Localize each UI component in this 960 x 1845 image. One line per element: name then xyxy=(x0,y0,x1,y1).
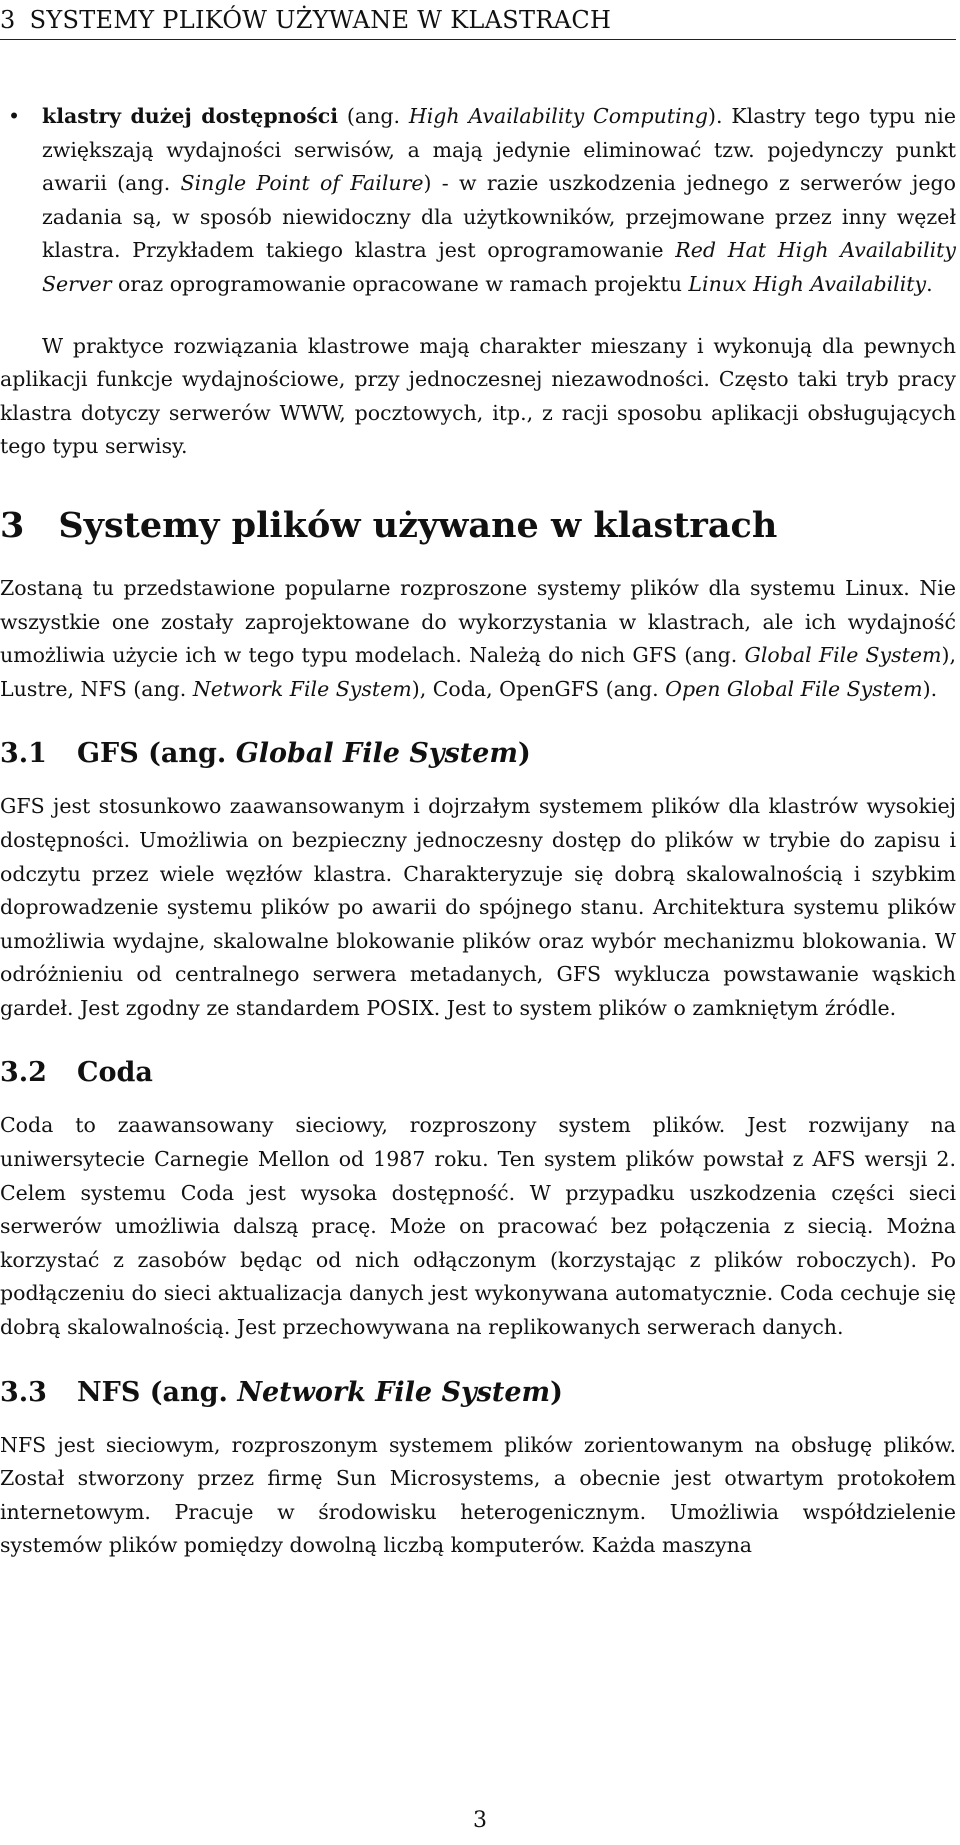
page-content xyxy=(0,100,956,1563)
section-title: Systemy plików używane w klastrach xyxy=(58,504,778,546)
paragraph-text: ), Lustre, NFS (ang. xyxy=(0,643,956,701)
section-heading xyxy=(0,504,956,548)
subsection-number: 3.2 xyxy=(0,1057,47,1089)
subsection-title: NFS (ang. xyxy=(76,1376,238,1408)
subsection-heading-nfs xyxy=(0,1375,956,1411)
section-intro-paragraph xyxy=(0,572,956,706)
page-number: 3 xyxy=(473,1808,487,1833)
bullet-text: . xyxy=(926,271,933,296)
paragraph-gfs: GFS jest stosunkowo zaawansowanym i dojrzałym systemem plików dla klastrów wysokiej dostępności. Umożliwia on bezpieczny jednoczesny dostęp do plików w trybie do zapisu i odczytu przez wiele węzłów klastra. Charakteryzuje się dobrą skalowalnością i szybkim doprowadzenie systemu plików po awarii do spójnego stanu. Architektura systemu plików umożliwia wydajne, skalowalne blokowanie plików oraz wybór mechanizmu blokowania. W odróżnieniu od centralnego serwera metadanych, GFS wyklucza powstawanie wąskich gardeł. Jest zgodny ze standardem POSIX. Jest to system plików o zamkniętym źródle. xyxy=(0,794,956,1020)
paragraph-emphasis: Open Global File System xyxy=(665,676,923,701)
paragraph-coda: Coda to zaawansowany sieciowy, rozproszony system plików. Jest rozwijany na uniwersytecie Carnegie Mellon od 1987 roku. Ten system plików powstał z AFS wersji 2. Celem systemu Coda jest wysoka dostępność. W przypadku uszkodzenia części sieci serwerów umożliwia dalszą pracę. Może on pracować bez połączenia z siecią. Można korzystać z zasobów będąc od nich odłączonym (korzystając z plików roboczych). Po podłączeniu do sieci aktualizacja danych jest wykonywana automatycznie. Coda cechuje się dobrą skalowalnością. Jest przechowywana na replikowanych serwerach danych. xyxy=(0,1113,956,1340)
subsection-title: Coda xyxy=(76,1057,153,1089)
bullet-emphasis: High Availability Computing xyxy=(408,104,708,128)
subsection-title-emphasis: Network File System xyxy=(237,1376,551,1408)
bullet-list xyxy=(0,100,956,302)
paragraph-nfs: NFS jest sieciowym, rozproszonym systemem plików zorientowanym na obsługę plików. Został stworzony przez firmę Sun Microsystems, a obecnie jest otwartym protokołem internetowym. Pracuje w środowisku heterogenicznym. Umożliwia współdzielenie systemów plików pomiędzy dowolną liczbą komputerów. Każda maszyna xyxy=(0,1432,956,1558)
paragraph-practice: W praktyce rozwiązania klastrowe mają charakter mieszany i wykonują dla pewnych aplikacji funkcje wydajnościowe, przy jednoczesnej niezawodności. Często taki tryb pracy klastra dotyczy serwerów WWW, pocztowych, itp., z racji sposobu aplikacji obsługujących tego typu serwisy. xyxy=(0,333,956,459)
bullet-emphasis: Red Hat High Availability Server xyxy=(42,238,956,296)
paragraph-text: Zostaną tu przedstawione popularne rozproszone systemy plików dla systemu Linux. Nie wszystkie one zostały zaprojektowane do wykorzystania w klastrach, ale ich wydajność umożliwia użycie ich w tego typu modelach. Należą do nich GFS (ang. xyxy=(0,575,956,668)
section-number: 3 xyxy=(0,504,25,546)
subsection-heading-gfs xyxy=(0,736,956,772)
subsection-heading-coda xyxy=(0,1055,956,1091)
subsection-title: ) xyxy=(550,1376,563,1408)
list-item xyxy=(8,100,957,302)
subsection-number: 3.3 xyxy=(0,1376,47,1408)
bullet-emphasis: Linux High Availability xyxy=(688,271,927,296)
subsection-title: ) xyxy=(517,738,531,770)
paragraph-emphasis: Network File System xyxy=(192,676,412,701)
running-head-title: SYSTEMY PLIKÓW UŻYWANE W KLASTRACH xyxy=(29,6,612,34)
bullet-text: oraz oprogramowanie opracowane w ramach projektu xyxy=(111,271,689,296)
subsection-number: 3.1 xyxy=(0,738,47,770)
running-head-number: 3 xyxy=(0,6,16,34)
bullet-text: ) - w razie uszkodzenia jednego z serwerów jego zadania są, w sposób niewidoczny dla użytkowników, przejmowane przez inny węzeł klastra. Przykładem takiego klastra jest oprogramowanie xyxy=(42,171,957,263)
bullet-emphasis: Single Point of Failure xyxy=(180,171,424,196)
subsection-title-emphasis: Global File System xyxy=(235,738,518,770)
bullet-term: klastry dużej dostępności xyxy=(42,104,339,128)
paragraph-emphasis: Global File System xyxy=(744,643,942,668)
paragraph-text: ). xyxy=(922,676,938,701)
bullet-icon: • xyxy=(8,104,21,128)
subsection-title: GFS (ang. xyxy=(76,738,236,770)
running-head xyxy=(0,4,956,40)
paragraph-text: ), Coda, OpenGFS (ang. xyxy=(411,676,666,701)
bullet-text: (ang. xyxy=(338,104,409,128)
bullet-text: ). Klastry tego typu nie zwiększają wydajności serwisów, a mają jedynie eliminować tzw. pojedynczy punkt awarii (ang. xyxy=(42,104,956,196)
